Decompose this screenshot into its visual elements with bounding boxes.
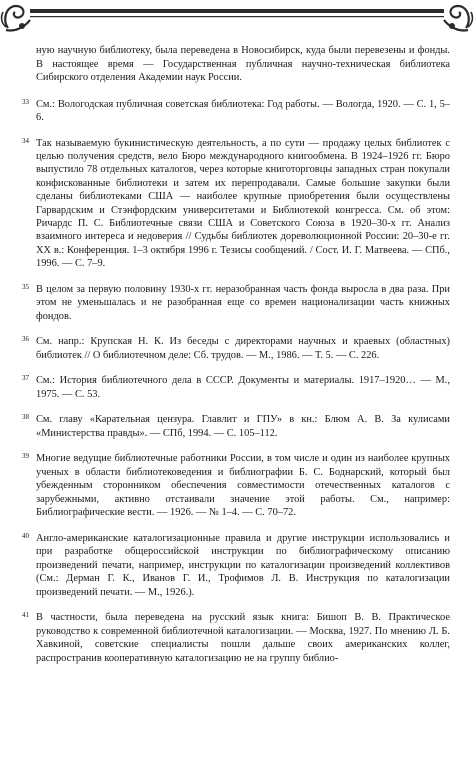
- footnote-40: [22, 532, 450, 600]
- footnote-text: См.: Вологодская публичная советская библиотека: Год работы. — Вологда, 1920. — С. 1, 5–6.: [36, 98, 450, 123]
- footnote-number: 41: [22, 611, 29, 620]
- footnote-text: Так называемую букинистическую деятельность, а по сути — продажу целых библиотек с целью получения средств, вело Бюро международного книгообмена. В 1924–1926 гг. Бюро выпустило 78 отдельных каталогов, через которые книготорговцы западных стран покупали конфискованные библиотеки и затем их перепродавали. Самые большие закупки были сделаны библиотеками США — наиболее крупные приобретения были осуществлены Гарвардским и Стэнфордским университетами и Библиотекой конгресса. См. об этом: Ричардс П. С. Библиотечные связи США и Советского Союза в 1920–30-х гг. Анализ взаимного интереса и недоверия // Судьбы библиотек дореволюционной России: 20–30-е гг. XX в.: Конференция. 1–3 октября 1996 г. Тезисы сообщений. / Сост. И. Г. Матвеева. — СПб., 1996. — С. 7–9.: [36, 137, 450, 270]
- footnote-37: [22, 374, 450, 401]
- footnote-number: 33: [22, 97, 29, 106]
- footnote-text: См.: История библиотечного дела в СССР. Документы и материалы. 1917–1920… — М., 1975. — С. 53.: [36, 375, 450, 400]
- footnote-number: 37: [22, 374, 29, 383]
- footnote-number: 40: [22, 531, 29, 540]
- footnote-text: См. напр.: Крупская Н. К. Из беседы с директорами научных и краевых (областных) библиотек // О библиотечном деле: Сб. трудов. — М., 1986. — Т. 5. — С. 226.: [36, 336, 450, 361]
- footnote-41: [22, 611, 450, 665]
- footnote-34: [22, 137, 450, 271]
- footnote-number: 36: [22, 335, 29, 344]
- continued-paragraph: ную научную библиотеку, была переведена в Новосибирск, куда были перевезены и фонды. В настоящее время — Государственная публичная научно-техническая библиотека Сибирского отделения Академии наук России.: [36, 45, 450, 83]
- ornament-corner-right-icon: [444, 6, 472, 31]
- footnote-number: 34: [22, 136, 29, 145]
- footnote-text: В целом за первую половину 1930-х гг. неразобранная часть фонда выросла в два раза. При этом не уменьшалась и не разобранная еще со времен национализации часть книжных фондов.: [36, 283, 450, 322]
- footnotes-body: [22, 44, 450, 677]
- footnote-38: [22, 413, 450, 440]
- footnote-text: См. главу «Карательная цензура. Главлит и ГПУ» в кн.: Блюм А. В. За кулисами «Министерства правды». — СПб, 1994. — С. 105–112.: [36, 414, 450, 439]
- header-rule-thick: [30, 9, 444, 13]
- ornament-corner-left-icon: [2, 6, 30, 31]
- footnote-text: Многие ведущие библиотечные работники России, в том числе и один из наиболее крупных ученых в области библиотековедения и библиографии Б. С. Боднарский, который был убежденным сторонником обеспечения совместимости отечественных каталогов с зарубежными, активно отстаивали значение этой работы. См., например: Библиографические вести. — 1926. — № 1–4. — С. 70–72.: [36, 453, 450, 519]
- footnote-text: В частности, была переведена на русский язык книга: Бишоп В. В. Практическое руководство к современной библиотечной каталогизации. — Москва, 1927. По мнению Л. Б. Хавкиной, советские специалисты пошли дальше своих американских коллег, распространив кооперативную каталогизацию не на группу библио-: [36, 612, 450, 664]
- footnote-number: 38: [22, 413, 29, 422]
- ornamental-header: [0, 0, 474, 38]
- footnote-text: Англо-американские каталогизационные правила и другие инструкции использовались и при разработке общероссийской инструкции по библиографическому описанию произведений печати, например, инструкции по каталогизации произведений коллективов (См.: Дерман Г. К., Иванов Г. И., Трофимов Л. В. Инструкция по каталогизации произведений печати. — М., 1926.).: [36, 532, 450, 598]
- footnote-36: [22, 335, 450, 362]
- footnote-number: 39: [22, 452, 29, 461]
- footnote-39: [22, 452, 450, 520]
- footnote-33: [22, 98, 450, 125]
- header-rule-thin: [30, 16, 444, 17]
- footnote-number: 35: [22, 282, 29, 291]
- footnote-35: [22, 283, 450, 324]
